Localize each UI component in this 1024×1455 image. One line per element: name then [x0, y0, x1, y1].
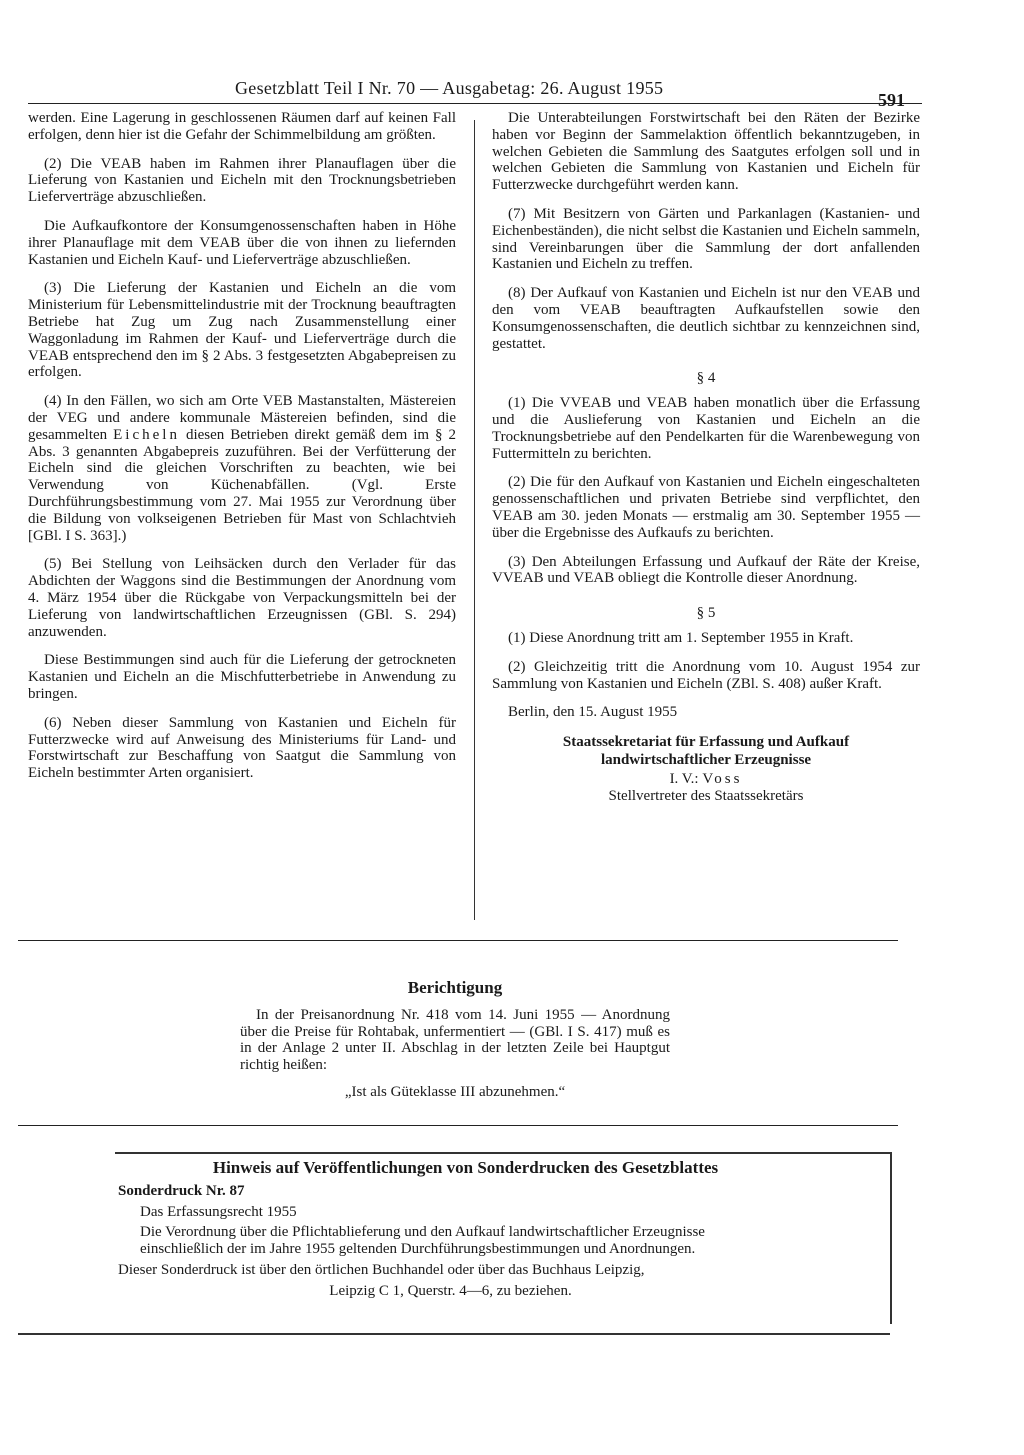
notice-title: Hinweis auf Veröffentlichungen von Sonderdrucken des Gesetzblattes: [212, 1158, 719, 1177]
paragraph: (3) Den Abteilungen Erfassung und Aufkauf der Räte der Kreise, VVEAB und VEAB obliegt die Kontrolle dieser Anordnung.: [492, 553, 920, 587]
paragraph: (3) Die Lieferung der Kastanien und Eicheln an die vom Ministerium für Lebensmittelindustrie mit der Trocknung beauftragten Betriebe hat Zug um Zug nach Zusammenstellung einer Waggonladung im Rahmen der Kauf- und Lieferverträge durch die VEAB entsprechend den im § 2 Abs. 3 festgesetzten Abgabepreisen zu erfolgen.: [28, 280, 456, 381]
paragraph: (7) Mit Besitzern von Gärten und Parkanlagen (Kastanien- und Eichenbeständen), die nicht selbst die Kastanien und Eicheln sammeln, sind Vereinbarungen über die Sammlung der dort anfallenden Kastanien und Eicheln zu treffen.: [492, 205, 920, 273]
right-column: [492, 110, 920, 805]
header-rule: [28, 103, 922, 104]
paragraph-text: diesen Betrieben direkt gemäß dem im § 2 Abs. 3 genannten Abgabepreis zuzuführen. Bei der Verfütterung der Eicheln sind die gleichen Vorschriften zu beachten, wie bei Verwendung von Küchenabfällen. (Vgl. Erste Durchführungsbestimmung vom 27. Mai 1955 zur Verordnung über die Bildung von volkseigenen Betrieben für Mast von Schlachtvieh [GBl. I S. 363].): [28, 426, 457, 544]
errata-text: In der Preisanordnung Nr. 418 vom 14. Juni 1955 — Anordnung über die Preise für Rohtabak, unfermentiert — (GBl. I S. 417) muß es in der Anlage 2 unter II. Abschlag in der letzten Zeile bei Hauptgut richtig heißen:: [240, 1006, 670, 1074]
section-rule: [18, 1125, 898, 1126]
bottom-rule: [18, 1333, 890, 1335]
errata-section: [240, 980, 670, 1101]
paragraph: (1) Diese Anordnung tritt am 1. September 1955 in Kraft.: [508, 629, 854, 646]
paragraph-text: (4) In den Fällen, wo sich am Orte VEB Mastanstalten, Mästereien der VEG und andere kommunale Mästereien befinden, sind die gesammelten: [28, 393, 456, 443]
paragraph: (6) Neben dieser Sammlung von Kastanien und Eicheln für Futterzwecke wird auf Anweisung des Ministeriums für Land- und Forstwirtschaft zur Beschaffung von Saatgut die Sammlung von Eicheln bestimmter Arten organisiert.: [28, 714, 456, 782]
signatory-title: Stellvertreter des Staatssekretärs: [608, 787, 804, 804]
paragraph: (1) Die VVEAB und VEAB haben monatlich über die Erfassung und die Auslieferung von Kastanien und Eicheln an die Trocknungsbetriebe auf den Pendelkarten für die Warenbewegung von Futtermitteln zu berichten.: [492, 395, 920, 462]
notice-section: [118, 1160, 783, 1304]
notice-line: Leipzig C 1, Querstr. 4—6, zu beziehen.: [329, 1282, 572, 1299]
paragraph: werden. Eine Lagerung in geschlossenen Räumen darf auf keinen Fall erfolgen, denn hier ist die Gefahr der Schimmelbildung am größten.: [28, 110, 456, 143]
page-number: 591: [878, 90, 905, 110]
notice-line: Die Verordnung über die Pflichtablieferung und den Aufkauf landwirtschaftlicher Erzeugnisse einschließlich der im Jahre 1955 geltenden Durchführungsbestimmungen und Anordnungen.: [140, 1224, 705, 1258]
notice-line: Das Erfassungsrecht 1955: [140, 1203, 297, 1220]
signatory-prefix: I. V.:: [669, 771, 699, 788]
paragraph: (2) Gleichzeitig tritt die Anordnung vom 10. August 1954 zur Sammlung von Kastanien und Eicheln (ZBl. S. 408) außer Kraft.: [492, 658, 920, 692]
sonderdruck-number: Sonderdruck Nr. 87: [118, 1182, 245, 1199]
paragraph: (2) Die für den Aufkauf von Kastanien und Eicheln eingeschalteten genossenschaftlichen und privaten Betriebe sind verpflichtet, den VEAB am 30. jeden Monats — erstmalig am 30. September 1955 — über die Ergebnisse des Aufkaufs zu berichten.: [492, 474, 920, 541]
signature-block: [492, 733, 920, 805]
paragraph: Die Unterabteilungen Forstwirtschaft bei den Räten der Bezirke haben vor Beginn der Sammelaktion öffentlich bekanntzugeben, in welchen Gebieten die Sammlung des Saatgutes erfolgen soll und in welchen Gebieten die Sammlung von Kastanien und Eicheln für Futterzwecke durchgeführt werden kann.: [492, 110, 920, 194]
section-heading-4: § 4: [696, 370, 716, 387]
errata-title: Berichtigung: [407, 978, 503, 997]
paragraph: (2) Die VEAB haben im Rahmen ihrer Planauflagen über die Lieferung von Kastanien und Eicheln mit den Trocknungsbetrieben Lieferverträge abzuschließen.: [28, 155, 456, 206]
column-divider: [474, 120, 475, 920]
page-header: Gesetzblatt Teil I Nr. 70 — Ausgabetag: 26. August 1955: [235, 78, 664, 98]
paragraph: [28, 393, 456, 544]
paragraph: Die Aufkaufkontore der Konsumgenossenschaften haben in Höhe ihrer Planauflage mit dem VEAB über die von ihnen zu liefernden Kastanien und Eicheln Kauf- und Lieferverträge abzuschließen.: [28, 217, 456, 268]
paragraph: (8) Der Aufkauf von Kastanien und Eicheln ist nur den VEAB und den vom VEAB beauftragten Aufkaufstellen sowie den Konsumgenossenschaften, die deutlich sichtbar zu kennzeichnen sind, gestattet.: [492, 285, 920, 352]
paragraph: (5) Bei Stellung von Leihsäcken durch den Verlader für das Abdichten der Waggons sind die Bestimmungen der Anordnung vom 4. März 1954 über die Rückgabe von Verpackungsmitteln bei der Lieferung von landwirtschaftlichen Erzeugnissen (GBl. S. 294) anzuwenden.: [28, 556, 456, 640]
errata-quote: „Ist als Güteklasse III abzunehmen.“: [344, 1083, 566, 1100]
section-rule: [18, 940, 898, 941]
issuing-authority-line2: landwirtschaftlicher Erzeugnisse: [600, 752, 812, 769]
section-heading-5: § 5: [696, 605, 716, 622]
signatory-name: Voss: [702, 771, 743, 788]
signatory: [492, 771, 920, 788]
place-date: Berlin, den 15. August 1955: [508, 704, 678, 721]
notice-line: Dieser Sonderdruck ist über den örtlichen Buchhandel oder über das Buchhaus Leipzig,: [118, 1261, 645, 1278]
spaced-word: Eicheln: [113, 426, 180, 443]
issuing-authority: Staatssekretariat für Erfassung und Aufkauf: [562, 734, 850, 751]
paragraph: Diese Bestimmungen sind auch für die Lieferung der getrockneten Kastanien und Eicheln an die Mischfutterbetriebe in Anwendung zu bringen.: [28, 652, 456, 702]
left-column: [28, 110, 456, 794]
